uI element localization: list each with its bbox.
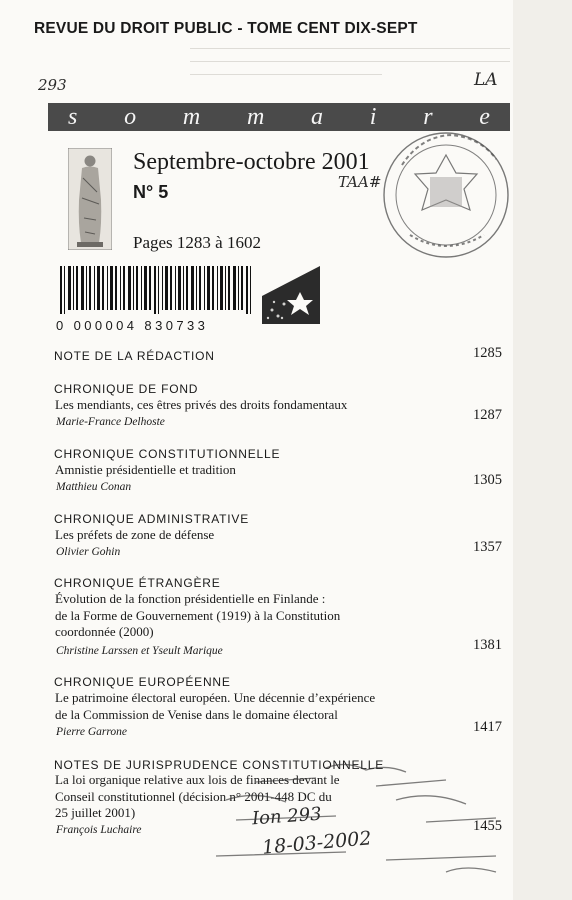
toc-heading: CHRONIQUE ÉTRANGÈRE — [54, 576, 221, 590]
sommaire-letter: o — [124, 103, 137, 130]
toc-title: Les mendiants, ces êtres privés des droits fondamentaux — [55, 397, 348, 412]
toc-page: 1357 — [473, 539, 502, 555]
handwritten-code: LA — [474, 70, 498, 90]
toc-heading: CHRONIQUE DE FOND — [54, 382, 199, 396]
sommaire-letter: i — [369, 103, 377, 130]
toc-title: Les préfets de zone de défense — [55, 527, 215, 542]
toc-page: 1305 — [473, 472, 502, 488]
toc-title: Évolution de la fonction présidentielle en Finlande : de la Forme de Gouvernement (1919) à la Constitution coordonnée (2000) — [55, 591, 341, 639]
sommaire-letter: a — [311, 103, 324, 130]
sommaire-letter: m — [246, 103, 265, 130]
toc-heading: CHRONIQUE EUROPÉENNE — [54, 675, 231, 689]
arabic-ink-stamp — [196, 760, 506, 880]
toc-heading: CHRONIQUE CONSTITUTIONNELLE — [54, 447, 281, 461]
toc-heading: NOTES DE JURISPRUDENCE CONSTITUTIONNELLE — [54, 758, 385, 772]
toc-author: Olivier Gohin — [56, 546, 121, 558]
issue-number: N° 5 — [133, 182, 169, 202]
toc-author: Marie-France Delhoste — [56, 416, 165, 428]
handwritten-mark: TAA# — [338, 173, 382, 191]
toc-author: Christine Larssen et Yseult Marique — [56, 645, 223, 657]
toc-page-note: 1285 — [473, 345, 502, 361]
toc-title: Amnistie présidentielle et tradition — [55, 462, 236, 477]
issue-date: Septembre-octobre 2001 — [133, 149, 370, 175]
toc-page: 1455 — [473, 818, 502, 834]
journal-header: REVUE DU DROIT PUBLIC - TOME CENT DIX-SEPT — [34, 20, 418, 37]
toc-title: La loi organique relative aux lois de finances devant le Conseil constitutionnel (décision n° 2001-448 DC du 25 juillet 2001) — [55, 772, 340, 820]
toc-author: Matthieu Conan — [56, 481, 132, 493]
toc-page: 1287 — [473, 407, 502, 423]
toc-page: 1381 — [473, 637, 502, 653]
issue-pages: Pages 1283 à 1602 — [133, 233, 261, 252]
sommaire-letter: s — [68, 103, 78, 130]
toc-heading-note: NOTE DE LA RÉDACTION — [54, 349, 215, 363]
handwritten-registration: Ion 293 — [251, 803, 323, 830]
sommaire-letter: m — [182, 103, 201, 130]
sommaire-letter: r — [423, 103, 433, 130]
toc-page: 1417 — [473, 719, 502, 735]
barcode-number: 0 000004 830733 — [56, 318, 209, 333]
handwritten-number: 293 — [38, 76, 67, 94]
handwritten-date: 18-03-2002 — [261, 827, 373, 859]
sommaire-letter: e — [479, 103, 490, 130]
toc-title: Le patrimoine électoral européen. Une décennie d’expérience de la Commission de Venise dans le domaine électoral — [55, 690, 376, 722]
toc-author: François Luchaire — [56, 824, 142, 836]
toc-author: Pierre Garrone — [56, 726, 128, 738]
toc-heading: CHRONIQUE ADMINISTRATIVE — [54, 512, 249, 526]
